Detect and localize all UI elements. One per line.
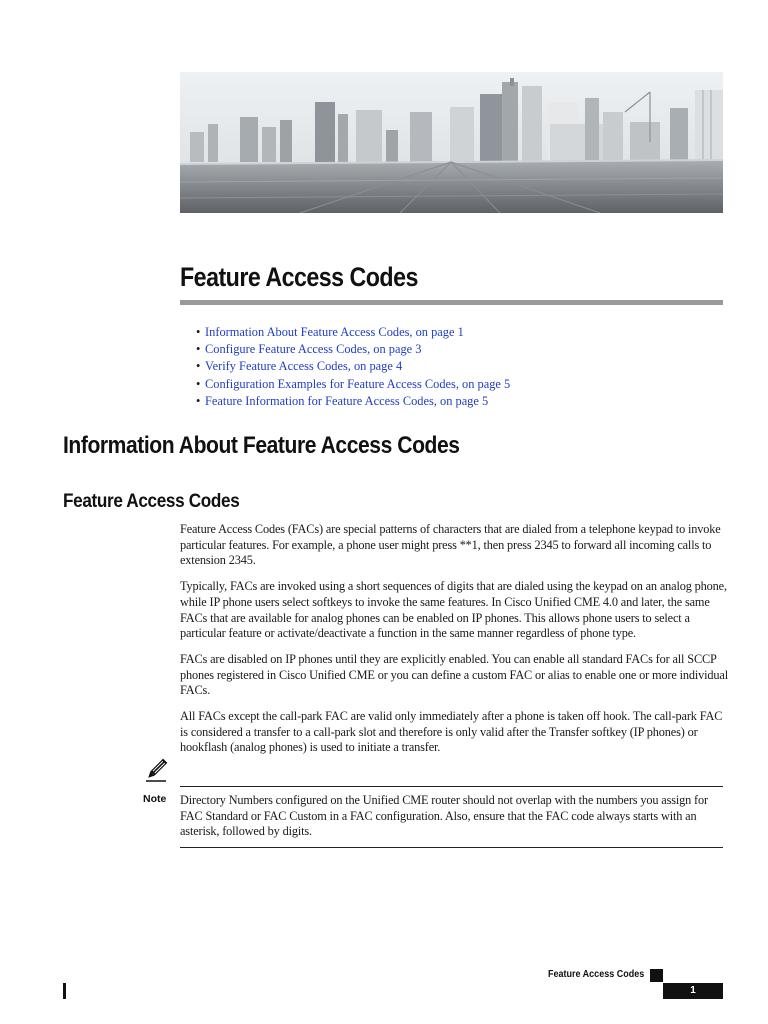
bullet-icon: • (196, 393, 201, 408)
body-paragraph: FACs are disabled on IP phones until they are explicitly enabled. You can enable all standard FACs for all SCCP phones registered in Cisco Unified CME or you can define a custom FAC or alias to enable one or more individual FACs. (180, 651, 728, 698)
body-paragraph: All FACs except the call-park FAC are valid only immediately after a phone is taken off hook. The call-park FAC is considered a transfer to a call-park slot and therefore is only valid after the Transfer softkey (IP phones) or hookflash (analog phones) is used to initiate a transfer. (180, 709, 723, 755)
note-text: Directory Numbers configured on the Unified CME router should not overlap with the numbers you assign for FAC Standard or FAC Custom in a FAC configuration. Also, ensure that the FAC code always starts with an asterisk, followed by digits. (180, 793, 708, 839)
toc-item (196, 358, 510, 375)
skyline-illustration (180, 72, 723, 213)
toc-link-feature-information[interactable]: Feature Information for Feature Access Codes, on page 5 (205, 393, 489, 408)
note-rule-top (180, 786, 723, 787)
footer-title: Feature Access Codes (548, 969, 645, 980)
bullet-icon: • (196, 342, 201, 357)
toc-item (196, 324, 510, 341)
toc-link-examples[interactable]: Configuration Examples for Feature Access Codes, on page 5 (205, 376, 511, 391)
toc-item (196, 393, 510, 410)
bullet-icon: • (196, 325, 201, 339)
section-subheading: Feature Access Codes (63, 490, 240, 512)
body-paragraph: Feature Access Codes (FACs) are special patterns of characters that are dialed from a telephone keypad to invoke particular features. For example, a phone user might press **1, then press 2345 to forward all incoming calls to extension 2345. (180, 522, 721, 568)
banner-image (180, 72, 723, 213)
toc-link-information[interactable]: Information About Feature Access Codes, on page 1 (205, 325, 464, 339)
toc-link-configure[interactable]: Configure Feature Access Codes, on page 3 (205, 342, 422, 357)
note-rule-bottom (180, 847, 723, 848)
body-paragraph: Typically, FACs are invoked using a short sequences of digits that are dialed using the keypad on an analog phone, while IP phone users select softkeys to invoke the same features. In Cisco Unified CME 4.0 and later, the same FACs that are available for analog phones can be enabled on IP phones. This allows phone users to select a particular feature or activate/deactivate a function in the same manner regardless of phone type. (180, 579, 727, 641)
pencil-icon (143, 757, 169, 783)
toc-link-verify[interactable]: Verify Feature Access Codes, on page 4 (205, 359, 403, 374)
chapter-toc (196, 324, 510, 410)
bullet-icon: • (196, 359, 201, 374)
toc-item (196, 341, 510, 358)
toc-item (196, 376, 510, 393)
section-heading: Information About Feature Access Codes (63, 432, 460, 459)
page-number: 1 (690, 985, 696, 996)
note-label: Note (143, 793, 167, 805)
footer-left-marker (63, 983, 66, 999)
bullet-icon: • (196, 376, 201, 391)
chapter-title: Feature Access Codes (180, 262, 418, 292)
footer-marker (650, 969, 663, 982)
section-body (180, 522, 728, 766)
title-rule (180, 300, 723, 305)
